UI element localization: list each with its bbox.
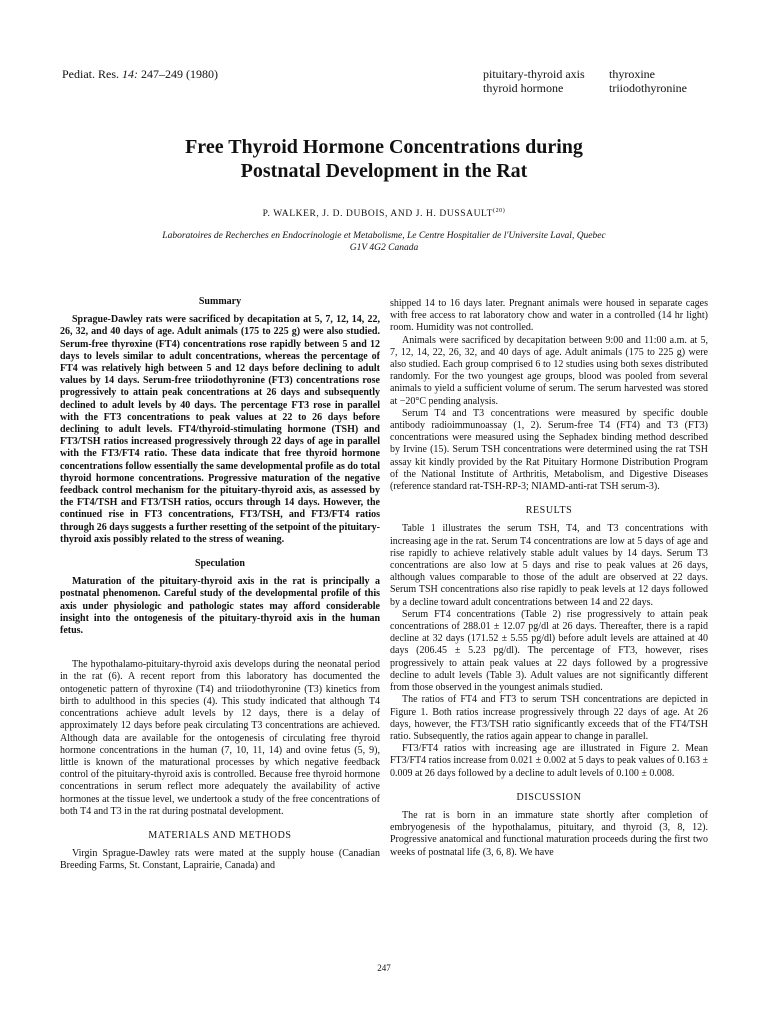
paper-title (0, 135, 768, 183)
results-paragraph-2: Serum FT4 concentrations (Table 2) rise progressively to attain peak concentrations of 288.01 ± 12.07 pg/dl at 26 days. Thereafter, there is a rapid decline at 32 days (171.52 ± 5.55 pg/dl) before adult levels are attained at 40 days (206.45 ± 5.23 pg/dl). The percentage of FT3, however, rises progressively to attain peak values at 22 days followed by a progressive decline to adult levels (Table 3). Adult values are not significantly different from those observed in the youngest animals studied. (390, 608, 708, 694)
methods-paragraph-1-end: shipped 14 to 16 days later. Pregnant animals were housed in separate cages with free access to rat laboratory chow and water in a controlled (14 hr light) room. Humidity was not controlled. (390, 298, 708, 334)
speculation-text: Maturation of the pituitary-thyroid axis in the rat is principally a postnatal phenomenon. Careful study of the developmental profile of this axis under physiologic and pathologic states may afford considerable insight into the ontogenesis of the pituitary-thyroid axis in the human fetus. (60, 576, 380, 637)
citation-volume: 14: (122, 67, 138, 81)
citation-pages: 247–249 (1980) (141, 67, 218, 81)
methods-paragraph-2: Animals were sacrificed by decapitation between 9:00 and 11:00 a.m. at 5, 7, 12, 14, 22, 26, 32, and 40 days of age. Adult animals (175 to 225 g) were also studied. Each group comprised 6 to 12 studies using both sexes distributed randomly. For the two youngest age groups, blood was pooled from several animals to yield a sufficient volume of serum. The serum harvested was stored at −20°C pending analysis. (390, 334, 708, 407)
introduction-text: The hypothalamo-pituitary-thyroid axis develops during the neonatal period in the rat (6). A recent report from this laboratory has documented the ontogenetic pattern of thyroxine (T4) and triiodothyronine (T3) kinetics from birth to adulthood in this species (4). This study indicated that although T4 concentrations achieve adult levels by 12 days, there is a delay of approximately 12 days before peak circulating T3 concentrations are achieved. Although data are available for the ontogenesis of circulating free thyroid hormone concentrations in the human (7, 10, 11, 14) and ovine fetus (5, 9), little is known of the maturational processes by which negative feedback control of the pituitary-thyroid axis is controlled. Because free thyroid hormone concentrations in serum reflect more adequately the availability of active hormones at the tissue level, we undertook a study of the free concentrations of both T4 and T3 in the rat during postnatal development. (60, 659, 380, 817)
title-line-1: Free Thyroid Hormone Concentrations during (185, 136, 583, 158)
title-line-2: Postnatal Development in the Rat (240, 160, 528, 182)
results-paragraph-1: Table 1 illustrates the serum TSH, T4, and T3 concentrations with increasing age in the rat. Serum T4 concentrations are low at 5 days of age and rise rapidly to achieve relatively stable adult values by 14 days. Serum T3 concentrations are also low at 5 days and rise to peak values at 26 days, although values comparable to those of the adult are observed at 22 days. Serum TSH concentrations also rise rapidly to peak levels at 12 days followed by a decline toward adult concentrations between 14 and 22 days. (390, 523, 708, 608)
methods-paragraph-3: Serum T4 and T3 concentrations were measured by specific double antibody radioimmunoassay (1, 2). Serum-free T4 (FT4) and T3 (FT3) concentrations were measured using the Sephadex binding method described by Irvine (15). Serum TSH concentrations were determined using the rat TSH assay kit kindly provided by the Rat Pituitary Hormone Distribution Program of the National Institute of Arthritis, Metabolism, and Digestive Diseases (reference standard rat-TSH-RP-3; NIAMD-anti-rat TSH serum-3). (390, 407, 708, 493)
journal-citation (62, 67, 218, 82)
left-column (60, 296, 380, 873)
results-heading: RESULTS (525, 505, 573, 517)
summary-text: Sprague-Dawley rats were sacrificed by decapitation at 5, 7, 12, 14, 22, 26, 32, and 40 days of age. Adult animals (175 to 225 g) were also studied. Serum-free thyroxine (FT4) concentrations rose rapidly between 5 and 12 days to levels similar to adult concentrations, whereas the percentage of FT4 was relatively high between 5 and 12 days before declining to adult values by 14 days. Serum-free triiodothyronine (FT3) concentrations rose progressively to attain peak concentrations at 26 days and subsequently declined to adult levels by 40 days. The percentage FT3 rose in parallel with the FT3 concentrations to peak values at 22 to 26 days before declining to adult levels. FT4/thyroid-stimulating hormone (TSH) and FT3/TSH ratios increased progressively through 22 days of age in parallel with the FT3/FT4 ratio. These data indicate that free thyroid hormone concentrations follow essentially the same developmental profile as do total thyroid hormone concentrations. Progressive maturation of the negative feedback control mechanism for the pituitary-thyroid axis, as assessed by the FT4/TSH and FT3/TSH ratios, occurs through 14 days. However, the continued rise in FT3 concentrations, FT3/TSH, and FT3/FT4 ratios through 26 days suggests a further resetting of the setpoint of the pituitary-thyroid axis possibly related to the stress of weaning. (60, 314, 380, 545)
discussion-paragraph-1: The rat is born in an immature state shortly after completion of embryogenesis of the hypothalamus, pituitary, and thyroid (3, 8, 12). Progressive anatomical and functional maturation proceeds during the first two weeks of postnatal life (3, 6, 8). We have (390, 809, 708, 858)
author-list (0, 208, 768, 219)
author-footnote-mark: (20) (492, 208, 506, 214)
right-column (390, 298, 708, 859)
methods-heading: MATERIALS AND METHODS (148, 829, 292, 841)
discussion-heading: DISCUSSION (516, 791, 582, 803)
results-paragraph-4: FT3/FT4 ratios with increasing age are illustrated in Figure 2. Mean FT3/FT4 ratios increase from 0.021 ± 0.002 at 5 days to peak values of 0.163 ± 0.009 at 26 days followed by a decline to adult levels of 0.100 ± 0.008. (390, 743, 708, 779)
affiliation-line-1: Laboratoires de Recherches en Endocrinologie et Metabolisme, Le Centre Hospitalier de l'Universite Laval, Quebec (162, 231, 606, 241)
methods-paragraph-1-start: Virgin Sprague-Dawley rats were mated at the supply house (Canadian Breeding Farms, St. Constant, Laprairie, Canada) and (60, 848, 380, 872)
keyword: thyroxine (609, 67, 655, 81)
authors-text: P. WALKER, J. D. DUBOIS, AND J. H. DUSSAULT (262, 209, 493, 220)
results-paragraph-3: The ratios of FT4 and FT3 to serum TSH concentrations are depicted in Figure 1. Both ratios increase progressively through 22 days of age. At 26 days, however, the FT3/TSH ratio significantly exceeds that of the FT4/TSH ratio. Subsequently, the ratios again appear to change in parallel. (390, 694, 708, 742)
keyword: pituitary-thyroid axis (483, 67, 585, 81)
speculation-heading: Speculation (194, 558, 245, 570)
keyword: thyroid hormone (483, 81, 564, 95)
citation-journal: Pediat. Res. (62, 67, 119, 81)
affiliation (110, 230, 658, 254)
keyword-list (483, 67, 687, 95)
page-number: 247 (377, 963, 391, 973)
keyword: triiodothyronine (609, 81, 687, 95)
summary-heading: Summary (198, 296, 242, 307)
affiliation-line-2: G1V 4G2 Canada (349, 243, 419, 253)
